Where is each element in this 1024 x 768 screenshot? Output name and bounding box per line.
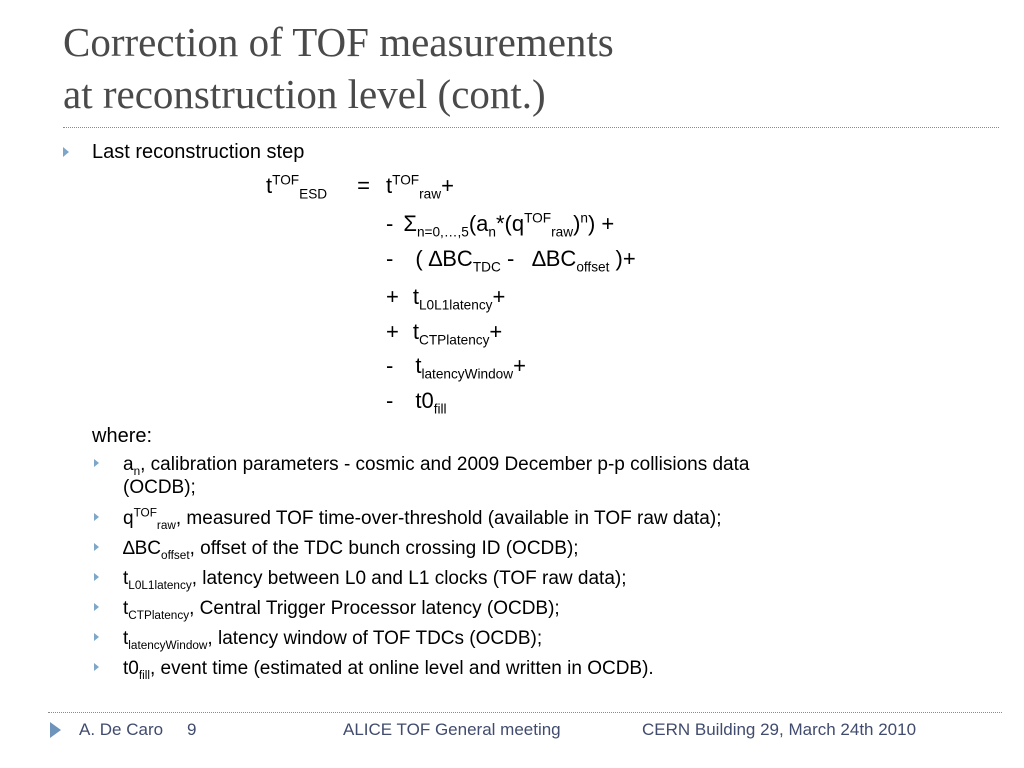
formula-equals: = [357, 173, 370, 198]
formula-rhs: $t^{TOF}_{raw}+$ [386, 172, 454, 202]
def-t-ctplatency: $t_{CTPlatency}$, Central Trigger Processor latency (OCDB); [123, 598, 560, 622]
def-delta-bc-offset: $\Delta BC_{offset}$, offset of the TDC bunch crossing ID (OCDB); [123, 538, 579, 562]
bullet-arrow-icon [63, 147, 69, 157]
def-a-n-continuation: (OCDB); [123, 477, 196, 498]
footer-meeting: ALICE TOF General meeting [343, 720, 561, 739]
def-t-latencywindow: $t_{latencyWindow}$, latency window of TOF TDCs (OCDB); [123, 628, 543, 652]
where-label: where: [92, 425, 153, 447]
bullet-arrow-icon [94, 603, 99, 611]
footer-page-number: 9 [187, 720, 197, 739]
bullet-arrow-icon [94, 663, 99, 671]
sum-symbol: Σ [403, 211, 417, 236]
formula-line-7: - $t0_{fill}$ [386, 388, 447, 417]
title-line-1: Correction of TOF measurements [63, 19, 614, 65]
title-divider [63, 127, 999, 128]
bullet-arrow-icon [94, 513, 99, 521]
bullet-arrow-icon [94, 459, 99, 467]
bullet-arrow-icon [94, 543, 99, 551]
def-t-l0l1latency: $t_{L0L1latency}$, latency between L0 and L1 clocks (TOF raw data); [123, 568, 627, 592]
formula-line-6: - $t_{latencyWindow}+$ [386, 353, 526, 382]
formula-line-2: - $\Sigma_{n=0,\dots,5}(a_n*(q^{TOF}_{raw})^n)$ + [386, 210, 615, 240]
formula-line-4: + $t_{L0L1latency}+$ [386, 284, 506, 313]
footer-author: A. De Caro [79, 720, 164, 739]
formula-line-1 [266, 172, 454, 200]
footer-divider [48, 712, 1002, 713]
footer-place-date: CERN Building 29, March 24th 2010 [642, 720, 917, 739]
def-a-n: $a_n$, calibration parameters - cosmic and 2009 December p-p collisions data [123, 454, 750, 478]
title-line-2: at reconstruction level (cont.) [63, 71, 546, 117]
bullet-arrow-icon [94, 633, 99, 641]
bullet-last-reconstruction-step: Last reconstruction step [92, 141, 305, 163]
formula-line-3: - ( $\Delta BC_{TDC} - \Delta BC_{offset}$ )+ [386, 246, 636, 275]
footer-arrow-icon [50, 722, 61, 738]
bullet-arrow-icon [94, 573, 99, 581]
def-q-tof-raw: $q^{TOF}_{raw}$, measured TOF time-over-threshold (available in TOF raw data); [123, 506, 722, 532]
slide-title [63, 16, 963, 120]
def-t0-fill: $t0_{fill}$, event time (estimated at online level and written in OCDB). [123, 658, 654, 682]
formula-lhs: $t^{TOF}_{ESD}$ [266, 172, 328, 202]
formula-line-5: + $t_{CTPlatency}+$ [386, 319, 503, 348]
